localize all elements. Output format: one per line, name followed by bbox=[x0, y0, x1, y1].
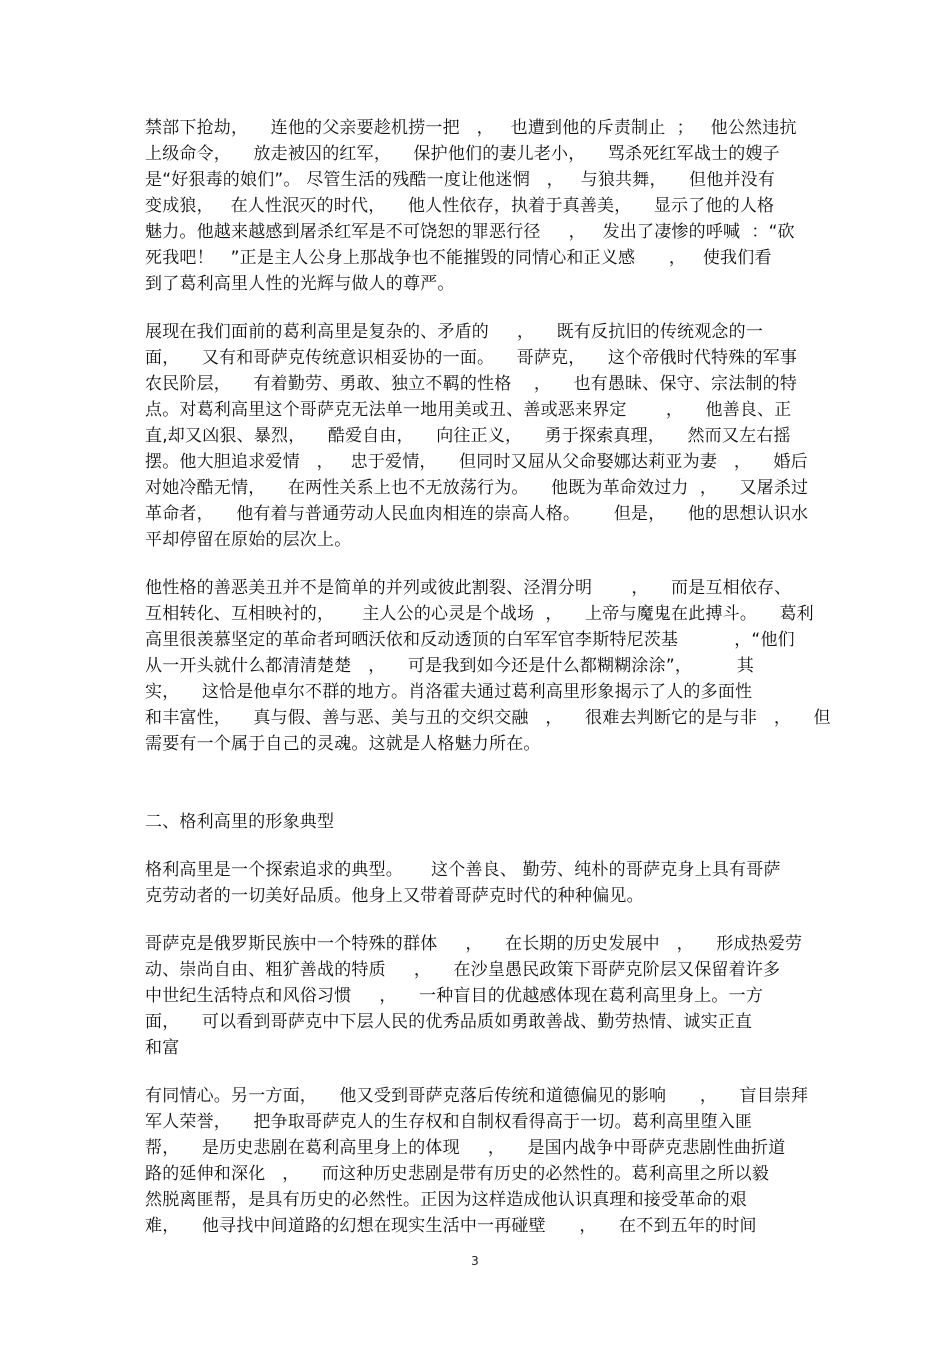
text-line: 互相转化、互相映衬的， 主人公的心灵是个战场 ， 上帝与魔鬼在此搏斗。 葛利 bbox=[145, 604, 814, 624]
section-heading bbox=[145, 809, 810, 835]
paragraph bbox=[145, 319, 810, 553]
text-line: 需要有一个属于自己的灵魂。这就是人格魅力所在。 bbox=[145, 734, 541, 754]
paragraph bbox=[145, 1083, 810, 1239]
text-line: 和丰富性， 真与假、善与恶、美与丑的交织交融 ， 很难去判断它的是与非 ， 但 bbox=[145, 708, 831, 728]
text-line: 路的延伸和深化 ， 而这种历史悲剧是带有历史的必然性的。葛利高里之所以毅 bbox=[145, 1164, 770, 1184]
text-line: 是“好狠毒的娘们”。 尽管生活的残酷一度让他迷惘 ， 与狼共舞， 但他并没有 bbox=[145, 170, 776, 190]
text-line: 魅力。他越来越感到屠杀红军是不可饶恕的罪恶行径 ， 发出了凄惨的呼喊 ：“砍 bbox=[145, 222, 795, 242]
text-line: 死我吧！ ”正是主人公身上那战争也不能摧毁的同情心和正义感 ， 使我们看 bbox=[145, 248, 772, 268]
text-line: 中世纪生活特点和风俗习惯 ， 一种盲目的优越感体现在葛利高里身上。一方 bbox=[145, 986, 764, 1006]
text-line: 面， 可以看到哥萨克中下层人民的优秀品质如勇敢善战、勤劳热情、诚实正直 bbox=[145, 1012, 753, 1032]
text-line: 直,却又凶狠、暴烈， 酷爱自由， 向往正义， 勇于探索真理， 然而又左右摇 bbox=[145, 426, 791, 446]
text-line: 帮， 是历史悲剧在葛利高里身上的体现 ， 是国内战争中哥萨克悲剧性曲折道 bbox=[145, 1138, 786, 1158]
text-line: 对她冷酷无情， 在两性关系上也不无放荡行为。 他既为革命效过力 ， 又屠杀过 bbox=[145, 478, 809, 498]
text-line: 展现在我们面前的葛利高里是复杂的、矛盾的 ， 既有反抗旧的传统观念的一 bbox=[145, 322, 764, 342]
text-line: 有同情心。另一方面， 他又受到哥萨克落后传统和道德偏见的影响 ， 盲目崇拜 bbox=[145, 1086, 809, 1106]
page-body bbox=[145, 115, 831, 1261]
text-line: 变成狼， 在人性泯灭的时代， 他人性依存，执着于真善美， 显示了他的人格 bbox=[145, 196, 775, 216]
text-line: 他性格的善恶美丑并不是简单的并列或彼此割裂、泾渭分明 ， 而是互相依存、 bbox=[145, 578, 792, 598]
text-line: 军人荣誉， 把争取哥萨克人的生存权和自制权看得高于一切。葛利高里堕入匪 bbox=[145, 1112, 753, 1132]
text-line: 上级命令， 放走被囚的红军， 保护他们的妻儿老小， 骂杀死红军战士的嫂子 bbox=[145, 144, 780, 164]
text-line: 到了葛利高里人性的光辉与做人的尊严。 bbox=[145, 274, 455, 294]
paragraph bbox=[145, 575, 831, 757]
paragraph bbox=[145, 857, 810, 909]
text-line: 然脱离匪帮，是具有历史的必然性。正因为这样造成他认识真理和接受革命的艰 bbox=[145, 1190, 747, 1210]
text-line: 动、崇尚自由、粗犷善战的特质 ， 在沙皇愚民政策下哥萨克阶层又保留着许多 bbox=[145, 960, 781, 980]
text-line: 禁部下抢劫， 连他的父亲要趁机捞一把 ， 也遭到他的斥责制止 ； 他公然违抗 bbox=[145, 118, 797, 138]
paragraph bbox=[145, 115, 810, 297]
text-line: 革命者， 他有着与普通劳动人民血肉相连的崇高人格。 但是， 他的思想认识水 bbox=[145, 504, 809, 524]
text-line: 平却停留在原始的层次上。 bbox=[145, 530, 352, 550]
text-line: 从一开头就什么都清清楚楚 ， 可是我到如今还是什么都糊糊涂涂”， 其 bbox=[145, 656, 755, 676]
text-line: 难， 他寻找中间道路的幻想在现实生活中一再碰壁 ， 在不到五年的时间 bbox=[145, 1216, 757, 1236]
text-line: 实， 这恰是他卓尔不群的地方。肖洛霍夫通过葛利高里形象揭示了人的多面性 bbox=[145, 682, 753, 702]
text-line: 农民阶层， 有着勤劳、勇敢、独立不羁的性格 ， 也有愚昧、保守、宗法制的特 bbox=[145, 374, 798, 394]
text-line: 摆。他大胆追求爱情 ， 忠于爱情， 但同时又屈从父命娶娜达莉亚为妻 ， 婚后 bbox=[145, 452, 808, 472]
text-line: 高里很羡慕坚定的革命者珂晒沃依和反动透顶的白军军官李斯特尼茨基 ，“他们 bbox=[145, 630, 795, 650]
text-line: 点。对葛利高里这个哥萨克无法单一地用美或丑、善或恶来界定 ， 他善良、正 bbox=[145, 400, 792, 420]
text-line: 格利高里是一个探索追求的典型。 这个善良、 勤劳、纯朴的哥萨克身上具有哥萨 bbox=[145, 860, 781, 880]
text-line: 克劳动者的一切美好品质。他身上又带着哥萨克时代的种种偏见。 bbox=[145, 886, 644, 906]
text-line: 哥萨克是俄罗斯民族中一个特殊的群体 ， 在长期的历史发展中 ， 形成热爱劳 bbox=[145, 934, 803, 954]
text-line: 面， 又有和哥萨克传统意识相妥协的一面。 哥萨克， 这个帝俄时代特殊的军事 bbox=[145, 348, 798, 368]
section-heading-text: 二、格利高里的形象典型 bbox=[145, 812, 335, 832]
text-line: 和富 bbox=[145, 1038, 180, 1058]
page-number: 3 bbox=[471, 1254, 479, 1268]
paragraph bbox=[145, 931, 810, 1061]
